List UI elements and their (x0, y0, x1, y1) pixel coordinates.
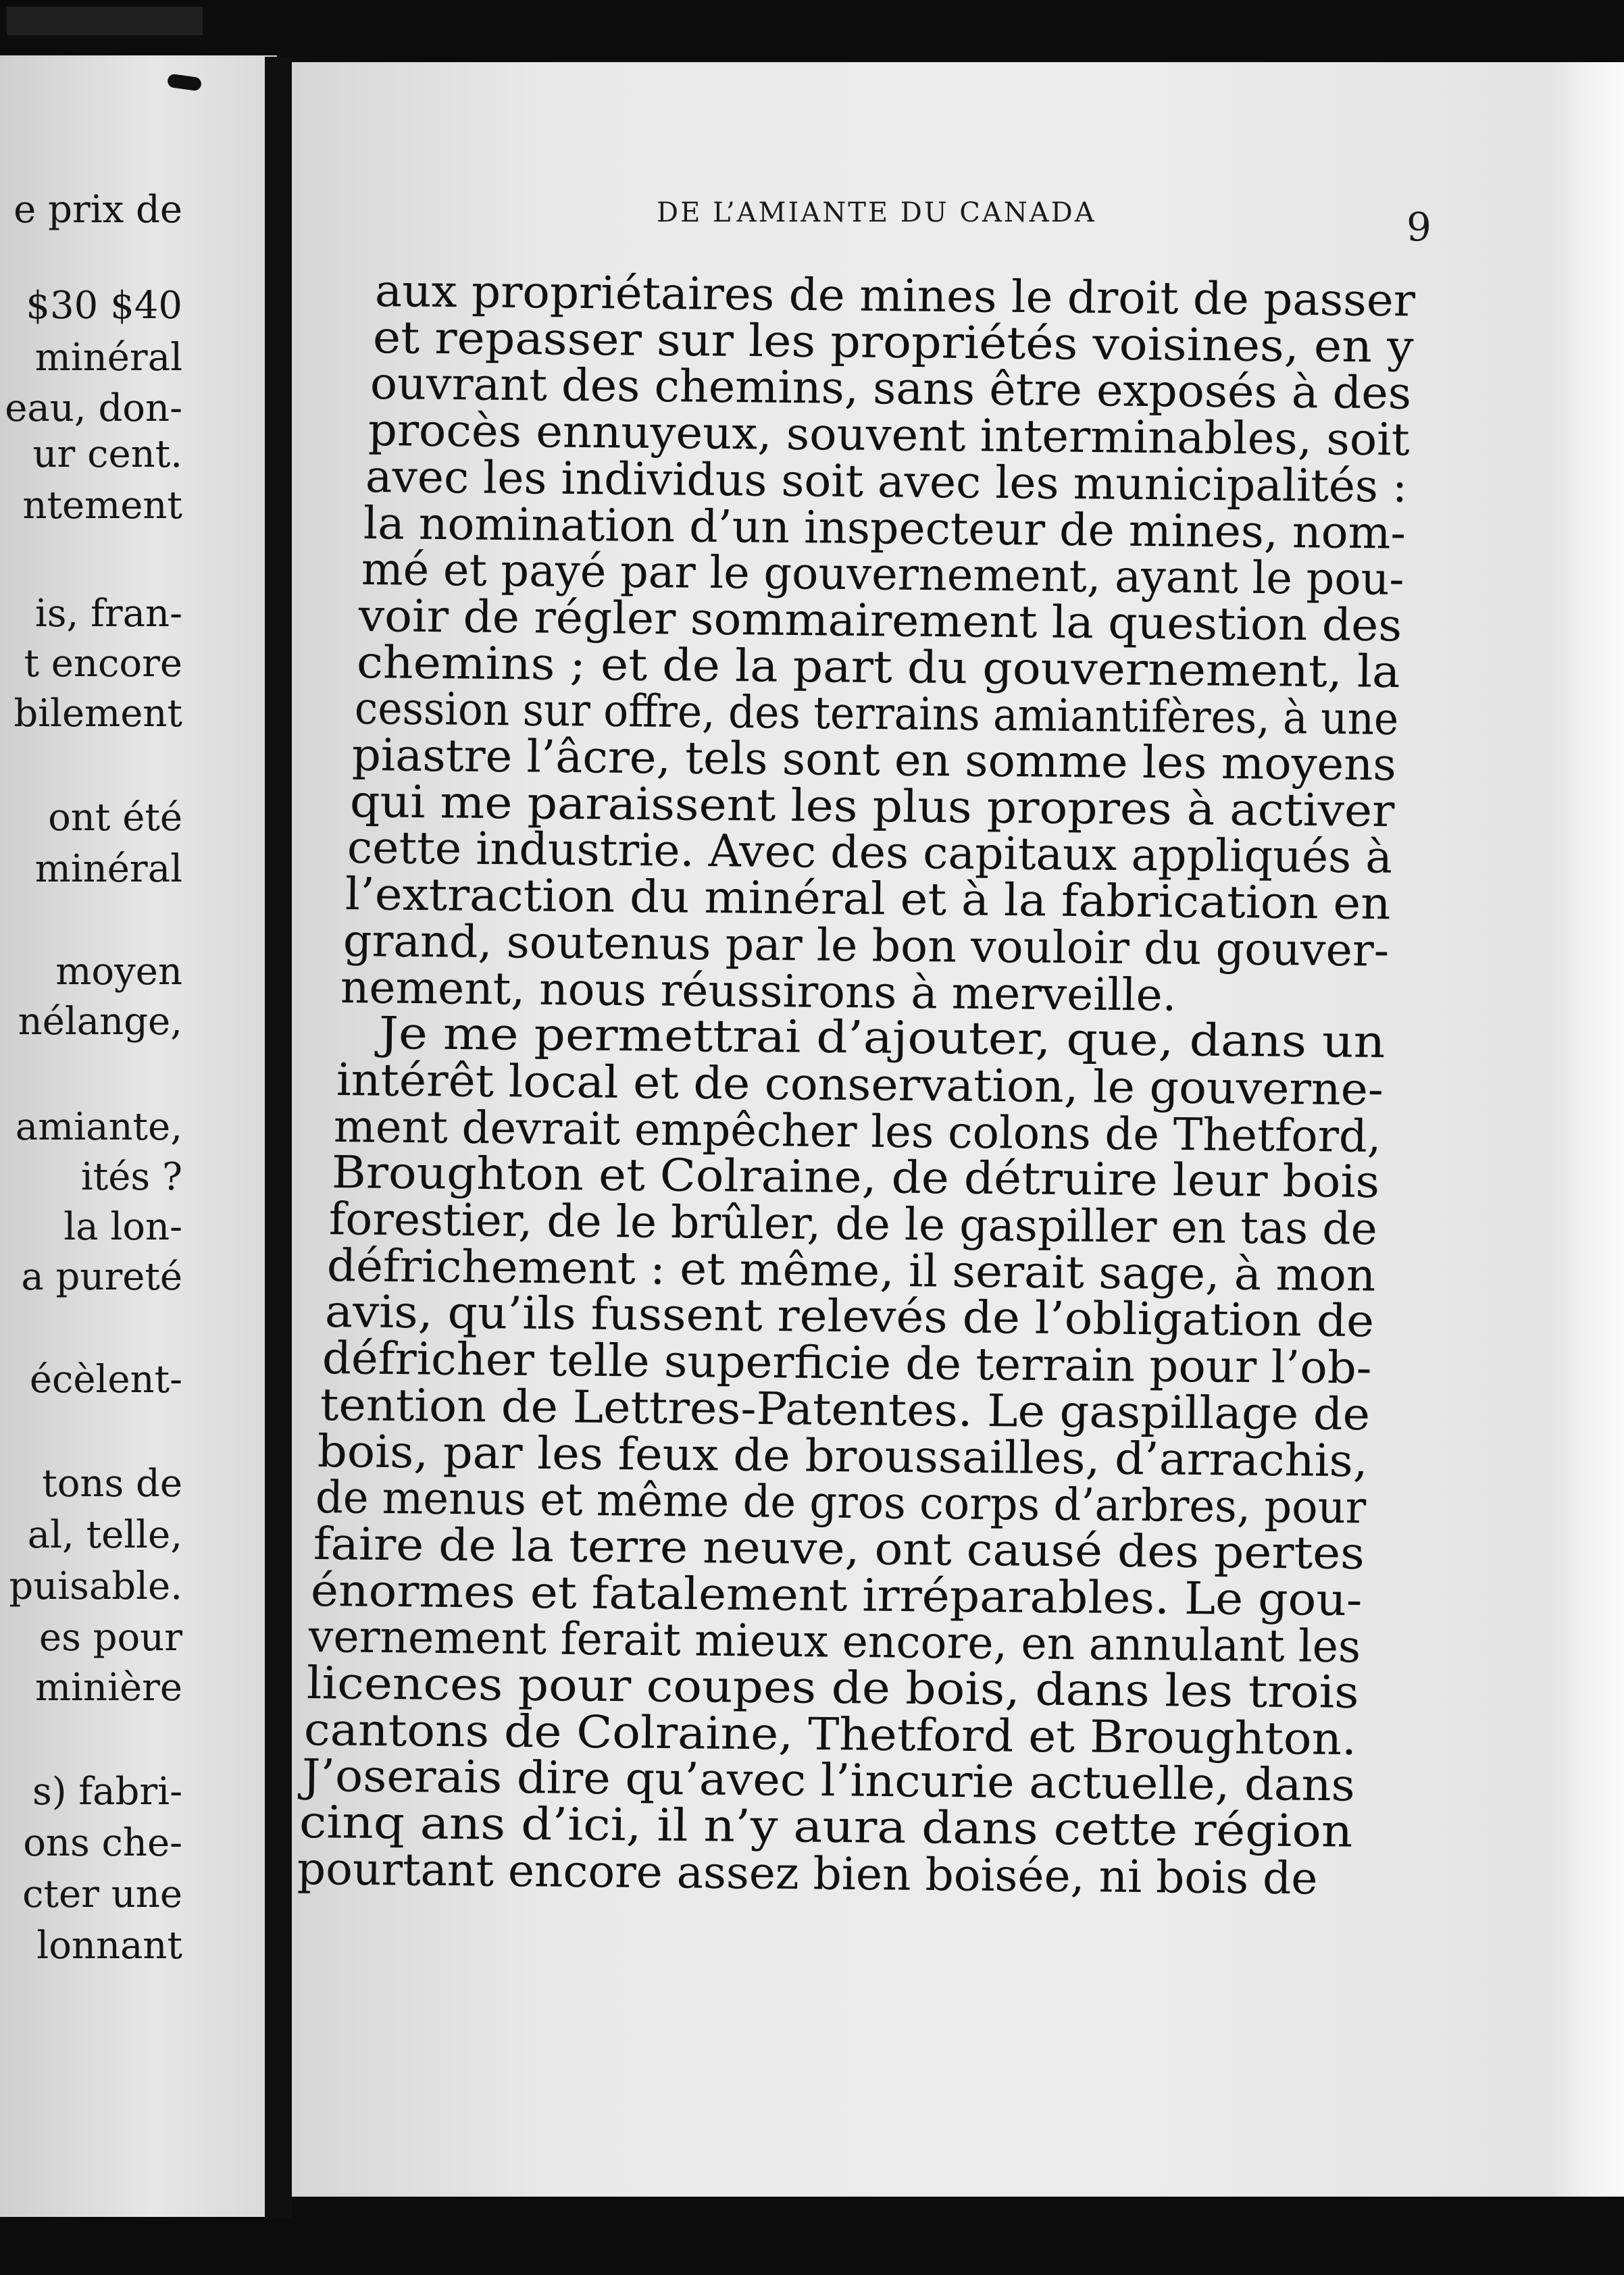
page-gutter (265, 57, 292, 2218)
body-line: J’oserais dire qu’avec l’incurie actuelle, dans (301, 1749, 1355, 1812)
left-page-line: bilement (14, 692, 182, 736)
body-line: de menus et même de gros corps d’arbres, pour (315, 1471, 1367, 1534)
left-page-line: la lon- (64, 1205, 182, 1249)
body-line: l’extraction du minéral et à la fabrication en (345, 868, 1392, 930)
body-line: cette industrie. Avec des capitaux appliqués à (347, 821, 1393, 884)
body-line: et repasser sur les propriétés voisines, en y (372, 311, 1414, 373)
left-page-line: ur cent. (32, 432, 182, 476)
body-line: grand, soutenus par le bon vouloir du gouver- (342, 914, 1390, 977)
body-line: la nomination d’un inspecteur de mines, nom- (363, 496, 1406, 559)
body-line: cession sur offre, des terrains amiantifères, à une (354, 682, 1399, 746)
body-line: faire de la terre neuve, ont causé des pertes (313, 1517, 1365, 1580)
body-line: chemins ; et de la part du gouvernement, la (356, 636, 1400, 698)
left-page-line: lonnant (36, 1924, 182, 1968)
body-line: qui me paraissent les plus propres à activer (349, 775, 1395, 837)
left-page-line: a pureté (21, 1255, 182, 1299)
left-page-line: ont été (48, 796, 182, 840)
body-line: défricher telle superficie de terrain pour l’ob- (322, 1332, 1373, 1394)
body-line: pourtant encore assez bien boisée, ni bois de (297, 1842, 1318, 1905)
left-page-line: es pour (39, 1616, 182, 1660)
left-page-line: minéral (34, 336, 182, 380)
body-text (292, 62, 1624, 2197)
left-page-line: moyen (55, 950, 182, 994)
left-page-line: al, telle, (27, 1513, 182, 1557)
left-page-line: minière (34, 1666, 182, 1710)
left-page-line: t encore (24, 642, 182, 686)
page-number: 9 (1406, 204, 1431, 250)
body-line: aux propriétaires de mines le droit de passer (374, 265, 1416, 327)
body-line: ouvrant des chemins, sans être exposés à des (370, 357, 1412, 420)
right-page (292, 62, 1624, 2197)
left-page-line: écèlent- (29, 1358, 182, 1402)
body-line: tention de Lettres-Patentes. Le gaspillage de (320, 1378, 1371, 1441)
left-page-line: ons che- (23, 1821, 182, 1865)
body-line: voir de régler sommairement la question des (358, 589, 1402, 652)
body-line: Broughton et Colraine, de détruire leur bois (331, 1146, 1380, 1208)
left-page-line: amiante, (15, 1105, 182, 1149)
left-page-line: is, fran- (34, 592, 182, 636)
body-line: cinq ans d’ici, il n’y aura dans cette région (299, 1796, 1354, 1858)
body-line: avec les individus soit avec les municipalités : (365, 450, 1409, 513)
left-page-line: ités ? (80, 1155, 182, 1199)
left-page-line: tons de (42, 1462, 182, 1506)
body-line: cantons de Colraine, Thetford et Broughton. (303, 1703, 1357, 1765)
left-page-line: e prix de (14, 188, 182, 232)
body-line: procès ennuyeux, souvent interminables, soit (367, 404, 1410, 466)
left-page-line: eau, don- (5, 386, 182, 430)
body-line: avis, qu’ils fussent relevés de l’obligation de (324, 1285, 1374, 1348)
body-line: énormes et fatalement irréparables. Le gou- (310, 1564, 1363, 1626)
left-page-line: cter une (22, 1872, 182, 1916)
body-line: ment devrait empêcher les colons de Thetford, (333, 1100, 1381, 1162)
body-line: Je me permettrai d’ajouter, que, dans un (378, 1007, 1386, 1069)
body-line: piastre l’âcre, tels sont en somme les moyens (351, 729, 1397, 791)
left-page-line: nélange, (18, 1000, 182, 1044)
running-head: DE L’AMIANTE DU CANADA (657, 197, 1096, 228)
left-page-line: minéral (34, 847, 182, 891)
body-line: mé et payé par le gouvernement, ayant le pou- (361, 543, 1404, 606)
left-page-line: s) fabri- (32, 1770, 182, 1814)
body-line: nement, nous réussirons à merveille. (340, 961, 1177, 1021)
left-page-line: puisable. (9, 1564, 182, 1608)
body-line: vernement ferait mieux encore, en annulant les (308, 1610, 1361, 1673)
body-line: intérêt local et de conservation, le gouverne- (336, 1053, 1384, 1116)
body-line: licences pour coupes de bois, dans les trois (306, 1657, 1359, 1718)
left-page-line: ntement (22, 484, 182, 528)
left-page-line: $30 $40 (26, 284, 182, 328)
body-line: forestier, de le brûler, de le gaspiller en tas de (328, 1193, 1378, 1255)
left-page (0, 55, 277, 2217)
body-line: bois, par les feux de broussailles, d’arrachis, (318, 1425, 1369, 1487)
body-line: défrichement : et même, il serait sage, à mon (326, 1239, 1376, 1302)
top-scan-artifact (7, 7, 203, 35)
